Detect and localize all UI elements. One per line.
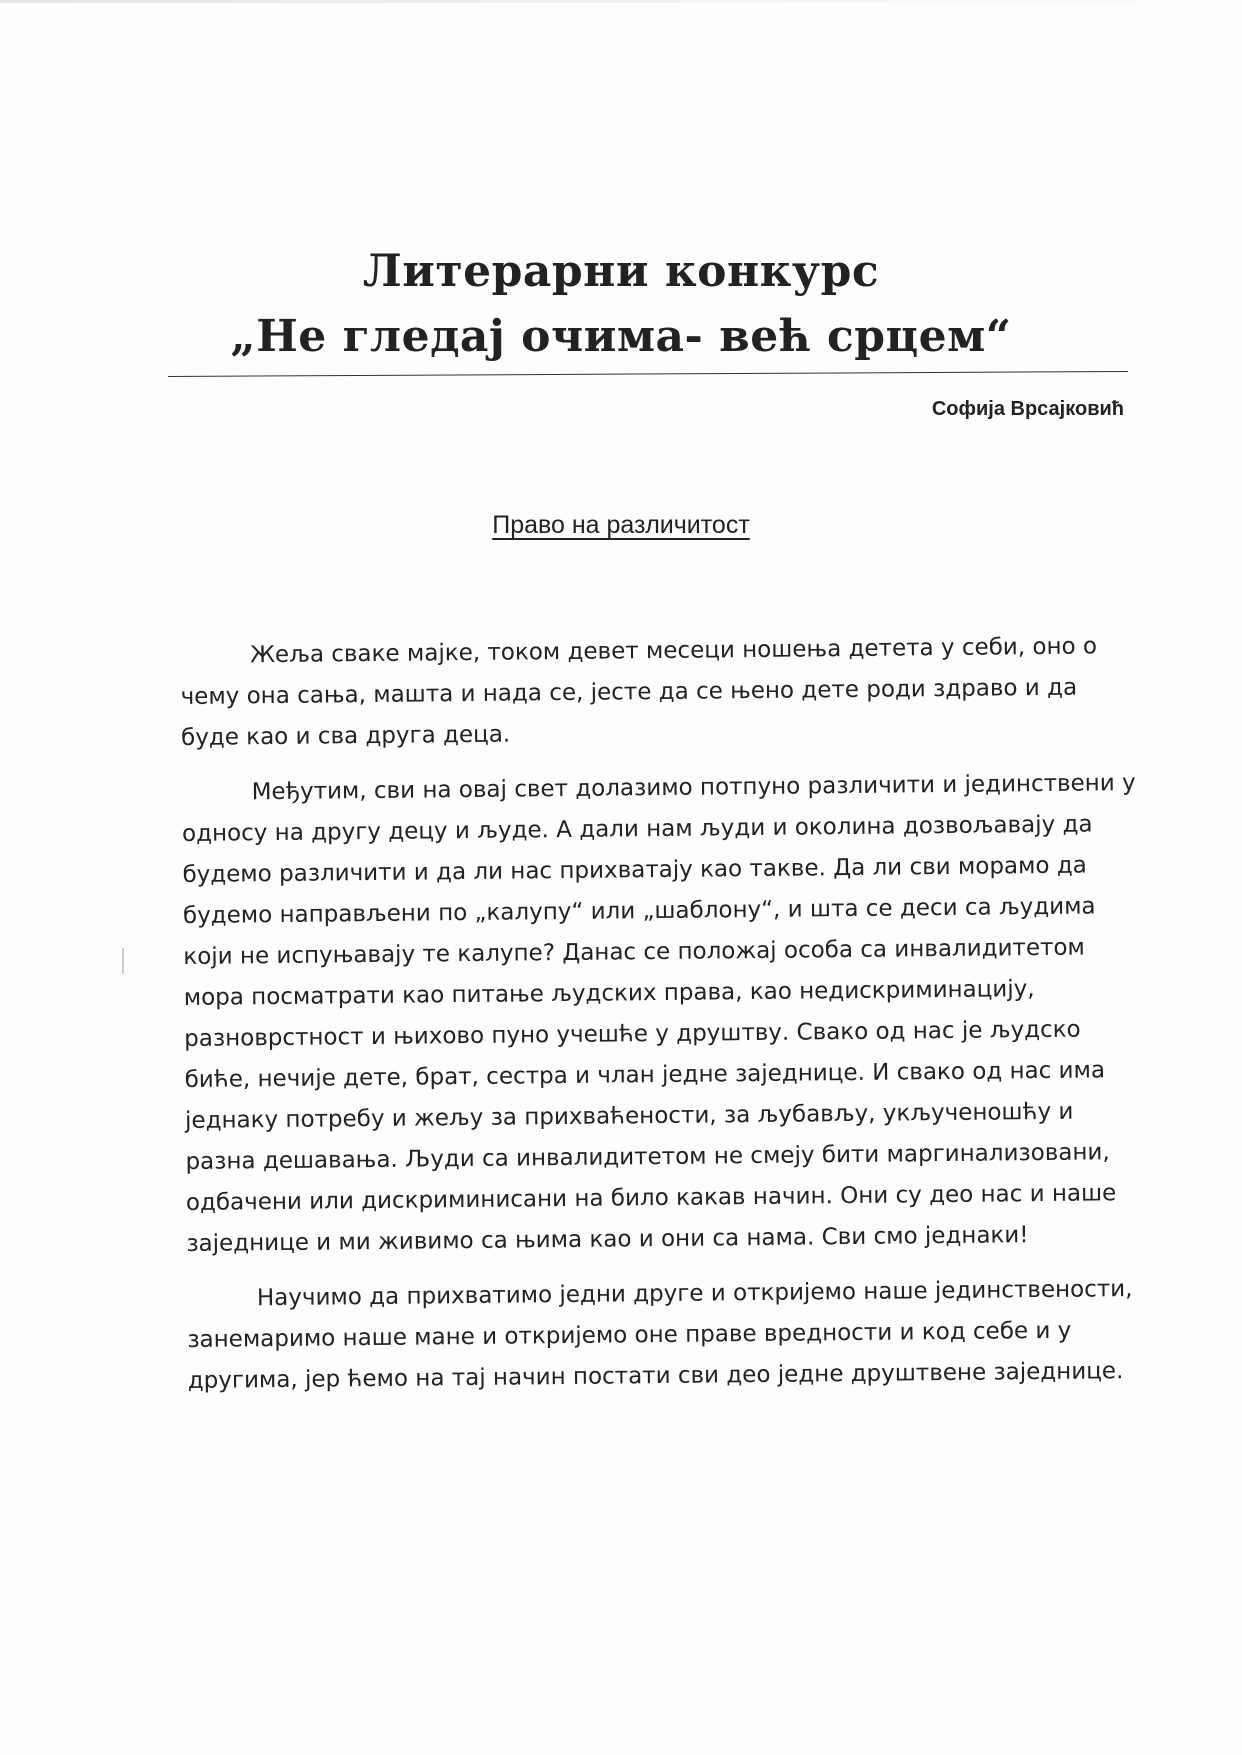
essay-heading: Право на различитост bbox=[492, 511, 750, 539]
paragraph-1: Жеља сваке мајке, током девет месеци ношења детета у себи, оно о чему она сања, машта и нада се, јесте да се њено дете роди здраво и да буде као и сва друга деца. bbox=[180, 633, 1098, 751]
title-divider bbox=[168, 371, 1128, 377]
title-line-1: Литерарни конкурс bbox=[362, 246, 880, 297]
author-name: Софија Врсајковић bbox=[931, 398, 1124, 420]
essay-body bbox=[180, 626, 1148, 1416]
scan-edge bbox=[0, 0, 1242, 3]
paragraph-3: Научимо да прихватимо једни друге и откријемо наше јединствености, занемаримо наше мане и откријемо оне праве вредности и код себе и у другима, јер ћемо на тај начин постати сви део једне друштвене заједнице. bbox=[187, 1276, 1133, 1394]
title-line-2: „Не гледај очима- већ срцем“ bbox=[230, 311, 1012, 362]
scan-mark bbox=[122, 948, 124, 974]
paragraph-2: Међутим, сви на овај свет долазимо потпуно различити и јединствени у односу на другу децу и људе. А дали нам људи и околина дозвољавају да будемо различити и да ли нас прихватају као такве. Да ли сви морамо да будемо направљени по „калупу“ или „шаблону“, и шта се деси са људима који не испуњавају те калупе? Данас се положај особа са инвалидитетом мора посматрати као питање људских права, као недискриминацију, разноврстност и њихово пуно учешће у друштву. Свако од нас је људско биће, нечије дете, брат, сестра и члан једне заједнице. И свако од нас има једнаку потребу и жељу за прихваћености, за љубављу, укљученошћу и разна дешавања. Људи са инвалидитетом не смеју бити маргинализовани, одбачени или дискриминисани на било какав начин. Они су део нас и наше заједнице и ми живимо са њима као и они са нама. Сви смо једнаки! bbox=[181, 770, 1136, 1257]
